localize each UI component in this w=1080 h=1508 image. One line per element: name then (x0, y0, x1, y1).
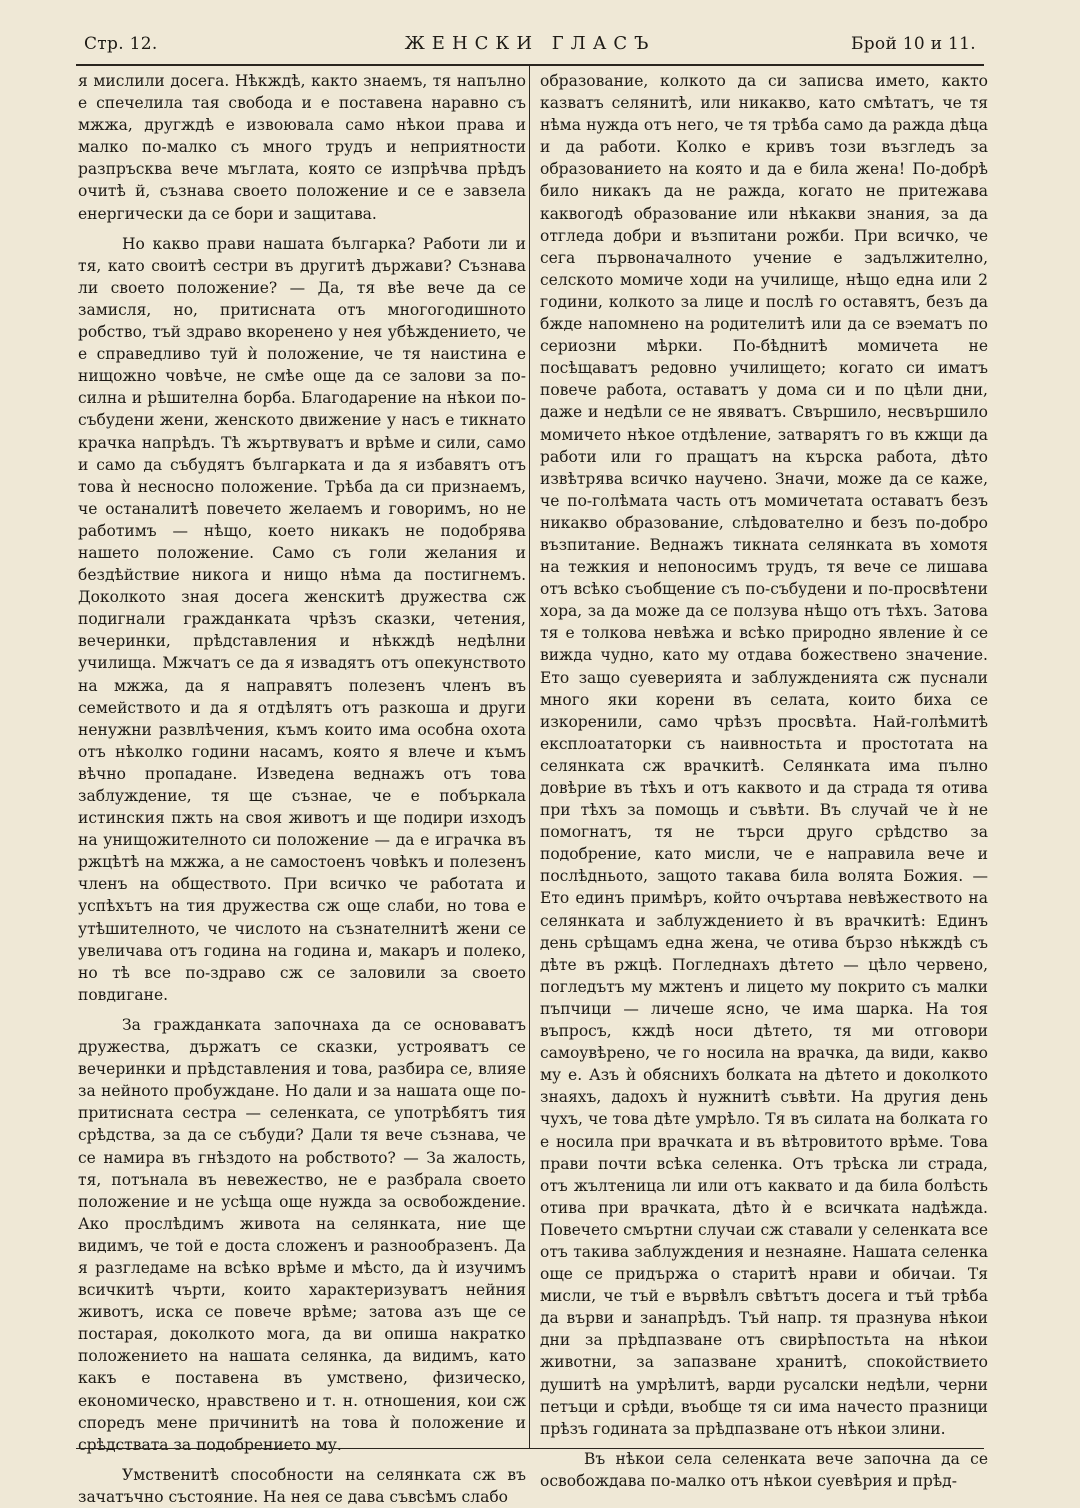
page-header (76, 30, 984, 60)
publication-title: ЖЕНСКИ ГЛАСЪ (404, 33, 656, 54)
paragraph: образование, колкото да си записва името, както казватъ селянитѣ, или никакво, като смѣтатъ, че тя нѣма нужда отъ него, че тя трѣба само да ражда дѣца и да работи. Колко е кривъ този възгледъ за образованието на която и да е била жена! По-добрѣ било никакъ да не ражда, когато не притежава каквогодѣ образование или нѣкакви знания, за да отгледа добри и възпитани рожби. При всичко, че сега първоначалното учение е задължително, селското момиче ходи на училище, нѣщо една или 2 години, колкото за лице и послѣ го оставятъ, безъ да бжде напомнено на родителитѣ или да се вэематъ по сериозни мѣрки. По-бѣднитѣ момичета не посѣщаватъ редовно училището; когато си иматъ повече работа, оставатъ у дома си и по цѣли дни, даже и недѣли се не явяватъ. Свършило, несвършило момичето нѣкое отдѣление, затварятъ го въ кжщи да работи или го пращатъ на кърска работа, дѣто извѣтрява всичко научено. Значи, може да се каже, че по-голѣмата часть отъ момичетата оставатъ безъ никакво образование, слѣдователно и безъ по-добро възпитание. Веднажъ тикната селянката въ хомотя на тежкия и непоносимъ трудъ, тя вече се лишава отъ всѣко съобщение съ по-събудени и по-просвѣтени хора, за да може да се ползува нѣщо отъ тѣхъ. Затова тя е толкова невѣжа и всѣко природно явление ѝ се вижда чудно, като му отдава божествено значение. Ето защо суеверията и заблужденията сж пуснали много яки корени въ селата, които биха се изкоренили, само чрѣзъ просвѣта. Най-голѣмитѣ експлоататорки съ наивностьта и простотата на селянката сж врачкитѣ. Селянката има пълно довѣрие въ тѣхъ и отъ каквото и да страда тя отива при тѣхъ за помощь и съвѣти. Въ случай че ѝ не помогнатъ, тя не търси друго срѣдство за подобрение, като мисли, че е направила вече и послѣдньото, защото такава била волята Божия. — Ето единъ примѣръ, който очъртава невѣжеството на селянката и заблуждението ѝ въ врачкитѣ: Единъ день срѣщамъ една жена, че отива бързо нѣкждѣ съ дѣте въ ржцѣ. Погледнахъ дѣтето — цѣло червено, погледътъ му мжтенъ и лицето му покрито съ малки пъпчици — личеше ясно, че има шарка. На тоя въпросъ, кждѣ носи дѣтето, тя ми отговори самоувѣрено, че го носила на врачка, да види, какво му е. Азъ ѝ обяснихъ болката на дѣтето и доколкото знаяхъ, дадохъ ѝ нужнитѣ съвѣти. На другия день чухъ, че това дѣте умрѣло. Тя въ силата на болката го е носила при врачката и въ вѣтровитото врѣме. Това прави почти всѣка селенка. Отъ трѣска ли страда, отъ жълтеница ли или отъ каквато и да била болѣсть отива при врачката, дѣто ѝ е всичката надѣжда. Повечето смъртни случаи сж ставали у селенката все отъ такива заблуждения и незнаяне. Нашата селенка още се придържа о старитѣ нрави и обичаи. Тя мисли, че тъй е вървѣлъ свѣтътъ досега и тъй трѣба да върви и занапрѣдъ. Тъй напр. тя празнува нѣкои дни за прѣдпазване отъ свирѣпостьта на нѣкои животни, за запазване хранитѣ, спокойствието душитѣ на умрѣлитѣ, варди русалски недѣли, черни петъци и срѣди, въобще тя си има начесто празници прѣзъ годината за прѣдпазване отъ нѣкои злини. (540, 72, 988, 1438)
left-column (78, 70, 526, 1506)
footer-rule (76, 1448, 984, 1449)
column-divider (529, 66, 530, 1448)
page-number: Стр. 12. (84, 34, 158, 54)
paragraph: Умственитѣ способности на селянката сж въ зачатъчно състояние. На нея се дава съвсѣмъ слабо (78, 1465, 526, 1506)
paragraph: Но какво прави нашата българка? Работи ли и тя, като своитѣ сестри въ другитѣ държави? Съзнава ли своето положение? — Да, тя вѣе вече да се замисля, но, притисната отъ многогодишното робство, тъй здраво вкоренено у нея убѣждението, че е справедливо туй ѝ положение, че тя наистина е нищожно човѣче, не смѣе още да се залови за по-силна и рѣшителна борба. Благодарение на нѣкои по-събудени жени, женското движение у насъ е тикнато крачка напрѣдъ. Тѣ жъртвуватъ и врѣме и сили, само и само да събудятъ българката и да я избавятъ отъ това ѝ несносно положение. Трѣба да си признаемъ, че останалитѣ повечето желаемъ и говоримъ, но не работимъ — нѣщо, което никакъ не подобрява нашето положение. Само съ голи желания и бездѣйствие никога и нищо нѣма да постигнемъ. Доколкото зная досега женскитѣ дружества сж подигнали гражданката чрѣзъ сказки, четения, вечеринки, прѣдставления и нѣкждѣ недѣлни училища. Мжчатъ се да я извадятъ отъ опекунството на мжжа, да я направятъ полезенъ членъ въ семейството и да я отдѣлятъ отъ разкоша и други ненужни развлѣчения, къмъ които има особна охота отъ нѣколко години насамъ, която я влече и къмъ вѣчно пропадане. Изведена веднажъ отъ това заблуждение, тя ще съзнае, че е побъркала истинския пжть на своя животъ и ще подири изходъ на унищожителното си положение — да е играчка въ ржцѣтѣ на мжжа, а не самостоенъ човѣкъ и полезенъ членъ на обществото. При всичко че работата и успѣхътъ на тия дружества сж още слаби, но това е утѣшителното, че числото на съзнателнитѣ жени се увеличава отъ година на година и, макаръ и полеко, но тѣ все по-здраво сж се заловили за своето повдигане. (78, 234, 526, 1004)
paragraph: За гражданката започнаха да се основаватъ дружества, държатъ се сказки, устрояватъ се вечеринки и прѣдставления и това, разбира се, влияе за нейното пробуждане. Но дали и за нашата още по-притисната сестра — селенката, се употрѣбятъ тия срѣдства, за да се събуди? Дали тя вече съзнава, че се намира въ гнѣздото на робството? — За жалость, тя, потънала въ невежество, не е разбрала своето положение и не усѣща още нужда за освобождение. Ако прослѣдимъ живота на селянката, ние ще видимъ, че той е доста сложенъ и разнообразенъ. Да я разгледаме на всѣко врѣме и мѣсто, да ѝ изучимъ всичкитѣ чърти, които характеризуватъ нейния животъ, иска се повече врѣме; затова азъ ще се постарая, доколкото мога, да ви опиша накратко положението на нашата селянка, да видимъ, като какъ е поставена въ умствено, физическо, економическо, нравствено и т. н. отношения, кои сж споредъ мене причинитѣ на това ѝ положение и срѣдствата за подобрението му. (78, 1015, 526, 1454)
paragraph: я мислили досега. Нѣкждѣ, както знаемъ, тя напълно е спечелила тая свобода и е поставена наравно съ мжжа, другждѣ е извоювала само нѣкои права и малко по-малко съ много трудъ и неприятности разпръсква вече мъглата, която се изпрѣчва прѣдъ очитѣ й, съзнава своето положение и се е завзела енергически да се бори и защитава. (78, 72, 526, 223)
header-rule (76, 64, 984, 66)
right-column (540, 70, 988, 1490)
paragraph: Въ нѣкои села селенката вече започна да се освобождава по-малко отъ нѣкои суевѣрия и прѣд- (540, 1449, 988, 1490)
issue-number: Брой 10 и 11. (850, 34, 976, 54)
